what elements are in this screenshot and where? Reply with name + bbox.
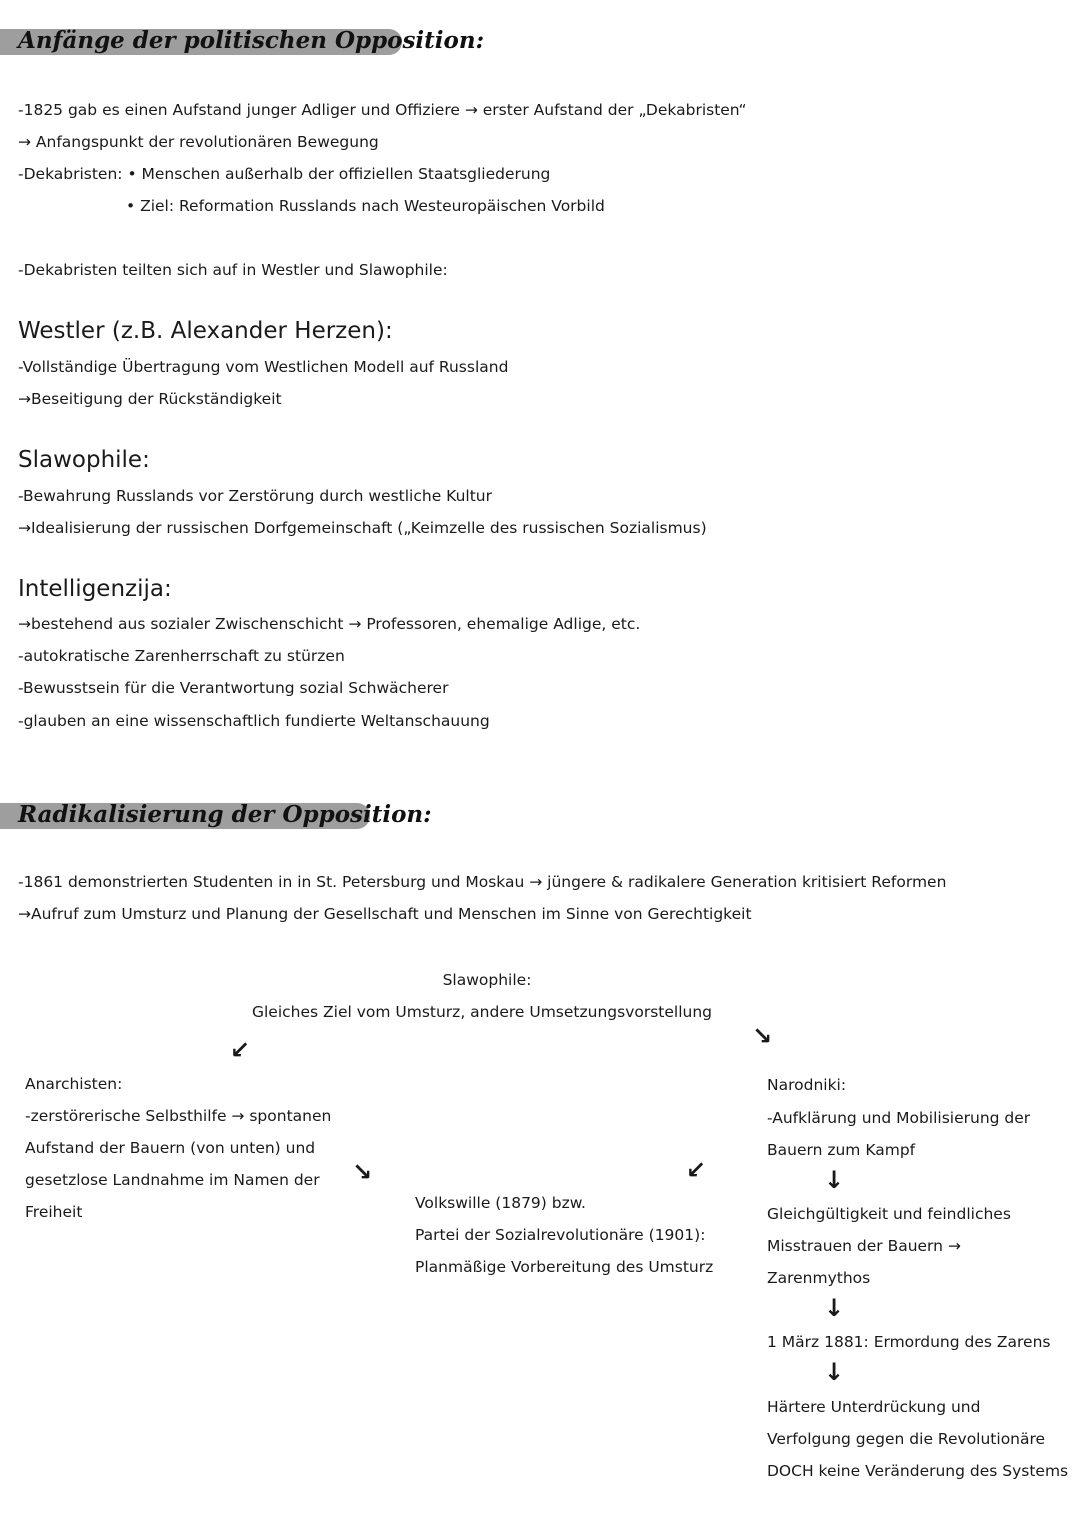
- subheading-intelligenzija: Intelligenzija:: [18, 576, 172, 602]
- narodniki-line: Verfolgung gegen die Revolutionäre: [767, 1430, 1046, 1448]
- narodniki-line: Bauern zum Kampf: [767, 1141, 916, 1159]
- narodniki-line: 1 März 1881: Ermordung des Zarens: [767, 1333, 1051, 1351]
- arrow-down-right-icon: ↘: [352, 1158, 373, 1186]
- section-heading-radikalisierung: Radikalisierung der Opposition:: [18, 801, 432, 828]
- narodniki-title: Narodniki:: [767, 1076, 847, 1094]
- narodniki-line: DOCH keine Veränderung des Systems: [767, 1462, 1069, 1480]
- arrow-down-right-icon: ↘: [752, 1022, 773, 1050]
- diagram-center-title: Slawophile:: [442, 971, 532, 989]
- text-line: → Anfangspunkt der revolutionären Bewegung: [18, 133, 379, 151]
- anarchisten-line: Freiheit: [25, 1203, 83, 1221]
- text-line: -Dekabristen teilten sich auf in Westler und Slawophile:: [18, 261, 448, 279]
- arrow-down-left-icon: ↙: [230, 1036, 251, 1064]
- subheading-slawophile: Slawophile:: [18, 447, 150, 473]
- diagram-center-subtitle: Gleiches Ziel vom Umsturz, andere Umsetzungsvorstellung: [251, 1003, 713, 1021]
- arrow-down-icon: ↓: [824, 1358, 845, 1386]
- anarchisten-line: -zerstörerische Selbsthilfe → spontanen: [25, 1107, 332, 1125]
- text-line: -1825 gab es einen Aufstand junger Adliger und Offiziere → erster Aufstand der „Dekabristen“: [18, 101, 747, 119]
- text-line: →bestehend aus sozialer Zwischenschicht → Professoren, ehemalige Adlige, etc.: [18, 615, 641, 633]
- arrow-down-icon: ↓: [824, 1294, 845, 1322]
- text-line: -1861 demonstrierten Studenten in in St. Petersburg und Moskau → jüngere & radikalere Generation kritisiert Reformen: [18, 873, 947, 891]
- text-line: →Beseitigung der Rückständigkeit: [18, 390, 282, 408]
- text-line: -Dekabristen: • Menschen außerhalb der offiziellen Staatsgliederung: [18, 165, 551, 183]
- narodniki-line: Gleichgültigkeit und feindliches: [767, 1205, 1011, 1223]
- arrow-down-icon: ↓: [824, 1166, 845, 1194]
- text-line: →Idealisierung der russischen Dorfgemeinschaft („Keimzelle des russischen Sozialismus): [18, 519, 707, 537]
- subheading-westler: Westler (z.B. Alexander Herzen):: [18, 318, 393, 344]
- narodniki-line: Härtere Unterdrückung und: [767, 1398, 981, 1416]
- text-line: -Vollständige Übertragung vom Westlichen Modell auf Russland: [18, 358, 509, 376]
- anarchisten-line: Aufstand der Bauern (von unten) und: [25, 1139, 316, 1157]
- section-heading-anfaenge: Anfänge der politischen Opposition:: [18, 27, 485, 54]
- narodniki-line: -Aufklärung und Mobilisierung der: [767, 1109, 1031, 1127]
- volkswille-line: Planmäßige Vorbereitung des Umsturz: [415, 1258, 714, 1276]
- arrow-down-left-icon: ↙: [686, 1156, 707, 1184]
- text-line: -glauben an eine wissenschaftlich fundierte Weltanschauung: [18, 712, 490, 730]
- text-line: →Aufruf zum Umsturz und Planung der Gesellschaft und Menschen im Sinne von Gerechtigkeit: [18, 905, 752, 923]
- anarchisten-title: Anarchisten:: [25, 1075, 123, 1093]
- narodniki-line: Zarenmythos: [767, 1269, 871, 1287]
- text-line: -autokratische Zarenherrschaft zu stürzen: [18, 647, 345, 665]
- text-line: -Bewahrung Russlands vor Zerstörung durch westliche Kultur: [18, 487, 492, 505]
- anarchisten-line: gesetzlose Landnahme im Namen der: [25, 1171, 320, 1189]
- volkswille-line: Volkswille (1879) bzw.: [415, 1194, 586, 1212]
- text-line: -Bewusstsein für die Verantwortung sozial Schwächerer: [18, 679, 449, 697]
- volkswille-line: Partei der Sozialrevolutionäre (1901):: [415, 1226, 706, 1244]
- text-line: • Ziel: Reformation Russlands nach Westeuropäischen Vorbild: [126, 197, 605, 215]
- narodniki-line: Misstrauen der Bauern →: [767, 1237, 961, 1255]
